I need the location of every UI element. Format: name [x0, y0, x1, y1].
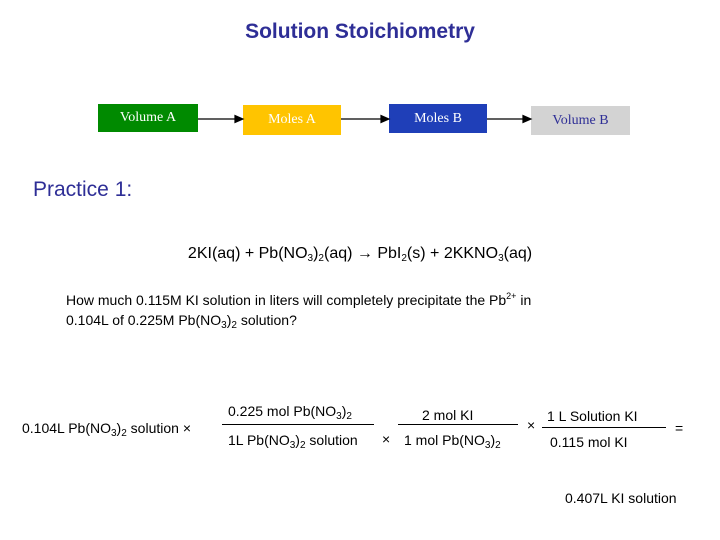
moles-a-label: Moles A — [268, 112, 316, 127]
fraction-2-denominator: 1 mol $Pb(NO_3)_2$ — [404, 432, 501, 451]
slide-title: Solution Stoichiometry — [245, 20, 475, 43]
fraction-1-denominator: 1L $Pb(NO_3)_2$ solution — [228, 432, 358, 451]
equals-sign: = — [675, 420, 684, 436]
moles-b-label: Moles B — [414, 110, 462, 126]
fraction-2-bar — [398, 424, 518, 425]
arrowhead-3-icon — [523, 116, 531, 123]
fraction-3-numerator: 1 L Solution KI — [547, 408, 638, 424]
calc-start: 0.104L $Pb(NO_3)_2$ solution × — [22, 420, 191, 439]
reaction-arrow-icon: → — [356, 245, 373, 262]
fraction-2-numerator: 2 mol KI — [422, 407, 474, 423]
chemical-equation: $2KI(aq) + Pb(NO_3)_2(aq) \to PbI_2(s)$ + $2KKNO_3(aq)$ — [187, 245, 533, 264]
arrowhead-1-icon — [235, 116, 243, 123]
question-line-1: How much 0.115M KI solution in liters will completely precipitate the $Pb^{2+}$ in — [66, 291, 532, 308]
multiply-sign-2: × — [527, 417, 536, 433]
fraction-1-numerator: 0.225 mol $Pb(NO_3)_2$ — [228, 403, 352, 422]
multiply-sign-1: × — [382, 431, 391, 447]
arrowhead-2-icon — [381, 116, 389, 123]
answer-text: 0.407L KI solution — [565, 490, 677, 506]
question-line-2: 0.104L of 0.225M $Pb(NO_3)_2$ solution? — [66, 312, 297, 331]
volume-b-label: Volume B — [552, 112, 609, 128]
fraction-1-bar — [222, 424, 374, 425]
fraction-3-bar — [542, 427, 666, 428]
question-text — [66, 290, 666, 330]
practice-label: Practice 1: — [33, 178, 133, 201]
flow-arrows — [0, 0, 720, 160]
fraction-3-denominator: 0.115 mol KI — [550, 434, 628, 450]
volume-a-label: Volume A — [119, 110, 177, 125]
